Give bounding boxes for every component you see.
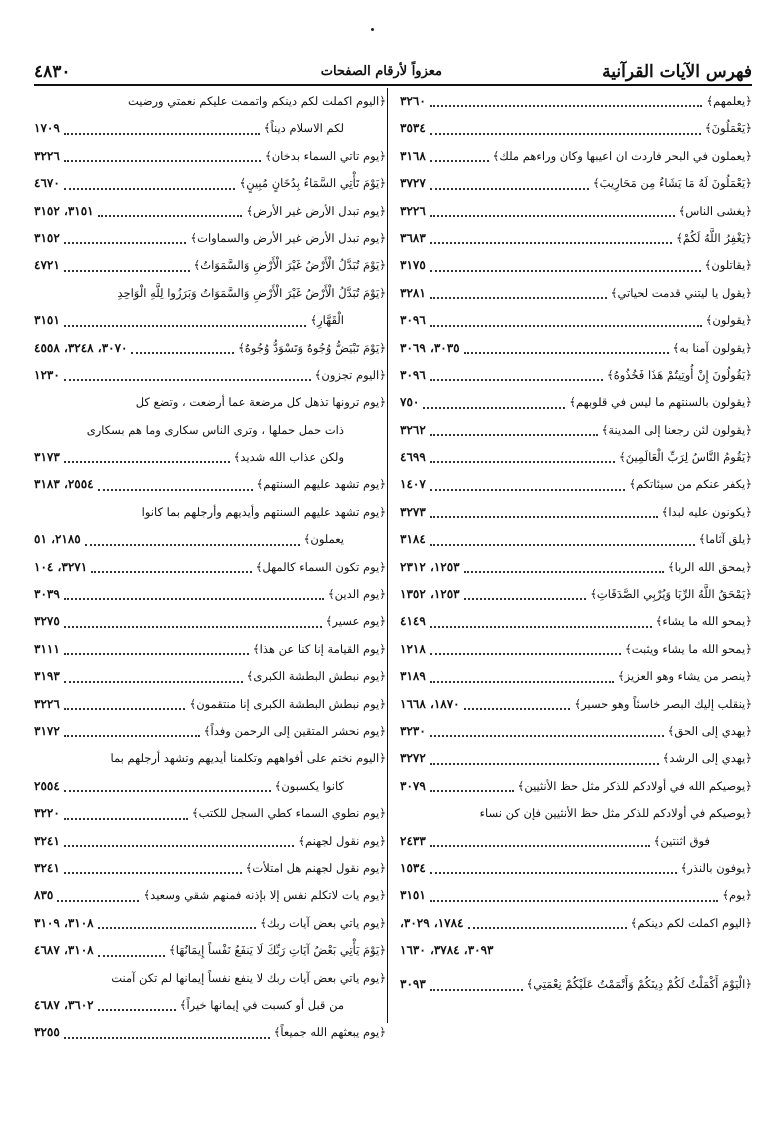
dot-leader bbox=[430, 132, 701, 135]
page-refs: ٣٢٧٥ bbox=[34, 614, 60, 629]
verse-text: ﴿يوم تشهد عليهم السنتهم﴾ bbox=[256, 477, 386, 492]
page-refs: ٣١٥٢ bbox=[34, 230, 60, 245]
dot-leader bbox=[98, 926, 257, 929]
page-refs: ٣٠٣٥، ٣٠٦٩ bbox=[400, 340, 460, 355]
dot-leader bbox=[64, 324, 307, 327]
index-entry bbox=[400, 417, 752, 444]
index-entry bbox=[34, 362, 386, 389]
page-refs: ٣٢٨١ bbox=[400, 285, 426, 300]
page-mark-dot bbox=[371, 28, 374, 31]
page-refs: ٣١٨٩ bbox=[400, 669, 426, 684]
page-refs: ١٢٥٣، ٢٣١٢ bbox=[400, 559, 460, 574]
dot-leader bbox=[430, 488, 626, 491]
dot-leader bbox=[64, 269, 190, 272]
dot-leader bbox=[464, 707, 571, 710]
page-refs: ٣٢٦٠ bbox=[400, 93, 426, 108]
page-refs: ١٨٧٠، ١٦٦٨ bbox=[400, 696, 460, 711]
index-entry bbox=[400, 115, 752, 142]
dot-leader bbox=[430, 680, 614, 683]
dot-leader bbox=[430, 214, 675, 217]
page-header bbox=[34, 60, 752, 86]
page-refs: ٣٢٧١، ١٠٤ bbox=[34, 559, 88, 574]
index-entry bbox=[34, 554, 386, 581]
page-number: ٤٨٣٠ bbox=[34, 62, 71, 82]
index-entry bbox=[400, 362, 752, 389]
index-entry bbox=[400, 965, 752, 999]
verse-text: ﴿يوم القيامة إنا كنا عن هذا﴾ bbox=[252, 641, 386, 656]
verse-text: ﴿يقولون﴾ bbox=[705, 313, 752, 328]
dot-leader bbox=[430, 159, 489, 162]
page-refs: ٣١٠٨، ٣١٠٩ bbox=[34, 915, 94, 930]
index-entry bbox=[34, 691, 386, 718]
index-entry bbox=[400, 143, 752, 170]
index-entry bbox=[34, 170, 386, 197]
page-refs-continued: ٣٠٩٣، ٣٧٨٤، ١٦٣٠ bbox=[400, 943, 494, 958]
verse-text: ﴿يَوْمَ يَأْتِي بَعْضُ آيَاتِ رَبِّكَ لَا يَنفَعُ نَفْساً إِيمَانُهَا﴾ bbox=[169, 943, 386, 958]
dot-leader bbox=[423, 406, 565, 409]
verse-text: ﴿يقول يا ليتني قدمت لحياتي﴾ bbox=[610, 285, 752, 300]
verse-text: ﴿اليوم اكملت لكم دينكم﴾ bbox=[630, 915, 752, 930]
page-refs: ٣٢٢٦ bbox=[34, 696, 60, 711]
page-refs: ٣٢٥٥ bbox=[34, 1025, 60, 1040]
index-entry bbox=[400, 389, 752, 416]
verse-text: ﴿يوصيكم الله في أولادكم للذكر مثل حظ الأنثيين﴾ bbox=[517, 778, 752, 793]
dot-leader bbox=[430, 762, 659, 765]
verse-text: من قبل أو كسبت في إيمانها خيراً﴾ bbox=[179, 997, 344, 1012]
dot-leader bbox=[64, 187, 236, 190]
verse-text-line: ﴿يوصيكم في أولادكم للذكر مثل حظ الأنثيين فإن كن نساء bbox=[479, 806, 752, 821]
page-refs: ٤١٤٩ bbox=[400, 614, 426, 629]
verse-text: لكم الاسلام ديناً﴾ bbox=[263, 121, 344, 136]
page-refs: ٣١٠٨، ٤٦٨٧ bbox=[34, 943, 94, 958]
dot-leader bbox=[430, 515, 658, 518]
dot-leader bbox=[464, 351, 669, 354]
verse-text: ﴿يوم نقول لجهنم﴾ bbox=[298, 833, 386, 848]
index-entry bbox=[34, 526, 386, 553]
verse-text: ﴿يقاتلون﴾ bbox=[704, 258, 752, 273]
index-entry bbox=[34, 335, 386, 362]
index-entry bbox=[400, 471, 752, 498]
dot-leader bbox=[464, 597, 587, 600]
verse-text: ﴿يَقُومُ النَّاسُ لِرَبِّ الْعَالَمِينَ﴾ bbox=[618, 450, 752, 465]
dot-leader bbox=[430, 543, 695, 546]
verse-text: ﴿يقولون لئن رجعنا إلى المدينة﴾ bbox=[601, 422, 752, 437]
dot-leader bbox=[64, 460, 230, 463]
dot-leader bbox=[64, 132, 260, 135]
dot-leader bbox=[98, 954, 165, 957]
page-refs: ٤٧٢١ bbox=[34, 258, 60, 273]
page-refs: ٣٠٩٦ bbox=[400, 367, 426, 382]
index-entry bbox=[34, 663, 386, 690]
verse-text: ﴿يوم الدين﴾ bbox=[327, 587, 386, 602]
verse-text: ﴿يهدي إلى الرشد﴾ bbox=[662, 751, 752, 766]
verse-text-line: ﴿اليوم اكملت لكم دينكم واتممت عليكم نعمتي ورضيت bbox=[127, 94, 386, 108]
index-entry bbox=[34, 1019, 386, 1046]
verse-text: ﴿يَعْمَلُونَ لَهُ مَا يَشَاءُ مِن مَحَارِيبَ﴾ bbox=[592, 176, 752, 191]
dot-leader bbox=[91, 570, 252, 573]
index-entry bbox=[400, 252, 752, 279]
page-refs: ٤٦٧٠ bbox=[34, 176, 60, 191]
verse-text: ﴿يوم تاتي السماء بدخان﴾ bbox=[264, 148, 386, 163]
page-refs: ٣١٥١ bbox=[400, 888, 426, 903]
verse-text: فوق اثنتين﴾ bbox=[653, 833, 710, 848]
page-refs: ٣٢٢٠ bbox=[34, 806, 60, 821]
page-refs: ٣١٧٢ bbox=[34, 723, 60, 738]
dot-leader bbox=[64, 378, 311, 381]
verse-text: ﴿اليوم تجزون﴾ bbox=[314, 367, 386, 382]
running-title: فهرس الآيات القرآنية bbox=[602, 62, 752, 82]
page-refs: ٣٧٢٧ bbox=[400, 176, 426, 191]
page-refs: ١٧٠٩ bbox=[34, 121, 60, 136]
verse-text: ﴿يكونون عليه لبدا﴾ bbox=[661, 504, 752, 519]
index-entry bbox=[400, 718, 752, 745]
page-refs: ٢٥٥٤، ٣١٨٣ bbox=[34, 477, 94, 492]
verse-text: ﴿يَعْمَلُونَ﴾ bbox=[704, 121, 752, 136]
page-refs: ١٥٣٤ bbox=[400, 860, 426, 875]
index-entry bbox=[34, 828, 386, 855]
page-refs: ٣٢٢٦ bbox=[400, 203, 426, 218]
page-refs: ٣٢٣٠ bbox=[400, 723, 426, 738]
verse-text: ﴿يوم ياتي بعض آيات ربك﴾ bbox=[260, 915, 386, 930]
dot-leader bbox=[430, 899, 718, 902]
verse-text: ﴿ينقلب إليك البصر خاسئاً وهو حسير﴾ bbox=[574, 696, 752, 711]
page-refs: ٣٠٩٣ bbox=[400, 977, 426, 992]
index-entry bbox=[400, 636, 752, 663]
verse-text-line: ﴿اليوم نختم على أفواههم وتكلمنا أيديهم وتشهد أرجلهم بما bbox=[110, 751, 386, 766]
page-refs: ٧٥٠ bbox=[400, 395, 420, 410]
verse-text: ﴿يَمْحَقُ اللَّهُ الرِّبَا وَيُرْبِي الصَّدَقَاتِ﴾ bbox=[590, 587, 752, 602]
index-entry bbox=[400, 663, 752, 690]
index-entry bbox=[34, 444, 386, 471]
index-entry bbox=[400, 88, 752, 115]
dot-leader bbox=[64, 789, 271, 792]
index-entry bbox=[400, 745, 752, 772]
index-entry bbox=[34, 773, 386, 800]
dot-leader bbox=[64, 597, 324, 600]
index-entry bbox=[400, 526, 752, 553]
verse-text-line: ﴿يوم ياتي بعض آيات ربك لا ينفع نفساً إيمانها لم تكن آمنت bbox=[111, 970, 386, 985]
page-refs: ١٢١٨ bbox=[400, 641, 426, 656]
dot-leader bbox=[430, 460, 615, 463]
page-refs: ٤٦٩٩ bbox=[400, 450, 426, 465]
verse-text: ولكن عذاب الله شديد﴾ bbox=[233, 450, 344, 465]
page-refs: ٨٣٥ bbox=[34, 888, 54, 903]
verse-text: ﴿يقولون بالسنتهم ما ليس في قلوبهم﴾ bbox=[569, 395, 752, 410]
verse-text: ﴿يعلمهم﴾ bbox=[706, 93, 752, 108]
dot-leader bbox=[57, 899, 139, 902]
index-entry bbox=[34, 910, 386, 937]
verse-text: ﴿يكفر عنكم من سيئاتكم﴾ bbox=[629, 477, 752, 492]
verse-text: ﴿يوم نطوي السماء كطي السجل للكتب﴾ bbox=[191, 806, 386, 821]
page-refs: ٣١٥١، ٣١٥٢ bbox=[34, 203, 94, 218]
verse-text: ﴿يوم تكون السماء كالمهل﴾ bbox=[255, 559, 386, 574]
verse-text: ﴿يوم﴾ bbox=[722, 888, 752, 903]
verse-text: يعملون﴾ bbox=[303, 532, 344, 547]
verse-text: ﴿يوم نبطش البطشة الكبرى إنا منتقمون﴾ bbox=[189, 696, 386, 711]
dot-leader bbox=[64, 871, 242, 874]
verse-text-line: ﴿يوم تشهد عليهم السنتهم وأيديهم وأرجلهم بما كانوا bbox=[141, 504, 386, 519]
index-entry bbox=[34, 882, 386, 909]
verse-text: ﴿يَغْفِرُ اللَّهُ لَكُمْ﴾ bbox=[676, 230, 752, 245]
verse-text: ﴿يمحو الله ما يشاء ويثبت﴾ bbox=[624, 641, 752, 656]
page-refs: ٣١١١ bbox=[34, 641, 60, 656]
verse-text: ﴿يوم يبعثهم الله جميعاً﴾ bbox=[273, 1025, 386, 1040]
verse-text-line: ﴿يَوْمَ تُبَدَّلُ الْأَرْضُ غَيْرَ الْأَرْضِ وَالسَّمَوَاتُ وَبَرَزُوا لِلَّهِ الْوَاحِدِ bbox=[117, 285, 386, 300]
dot-leader bbox=[64, 707, 186, 710]
dot-leader bbox=[430, 871, 677, 874]
page-refs: ٣٠٧٩ bbox=[400, 778, 426, 793]
dot-leader bbox=[430, 652, 621, 655]
dot-leader bbox=[98, 1008, 176, 1011]
verse-text: ﴿الْيَوْمَ أَكْمَلْتُ لَكُمْ دِينَكُمْ وَأَتْمَمْتُ عَلَيْكُمْ نِعْمَتِي﴾ bbox=[526, 977, 752, 992]
verse-text: ﴿يوم عسير﴾ bbox=[325, 614, 386, 629]
verse-text: ﴿يعملون في البحر فاردت ان اعيبها وكان وراءهم ملك﴾ bbox=[492, 148, 752, 163]
page-refs: ٣١٩٣ bbox=[34, 669, 60, 684]
dot-leader bbox=[64, 159, 261, 162]
index-entry bbox=[34, 718, 386, 745]
verse-text: ﴿يَوْمَ تَأْتِي السَّمَاءُ بِدُخَانٍ مُبِينٍ﴾ bbox=[239, 176, 386, 191]
page-refs: ٣٢٤١ bbox=[34, 833, 60, 848]
index-column-left bbox=[34, 88, 386, 1047]
page-refs: ٣٠٩٦ bbox=[400, 313, 426, 328]
page-refs: ٢١٨٥، ٥١ bbox=[34, 532, 81, 547]
index-entry bbox=[34, 992, 386, 1019]
verse-text: ﴿يمحق الله الربا﴾ bbox=[667, 559, 752, 574]
index-entry bbox=[34, 198, 386, 225]
verse-text-line: ذات حمل حملها ، وترى الناس سكارى وما هم بسكارى bbox=[86, 422, 344, 437]
index-entry bbox=[400, 608, 752, 635]
dot-leader bbox=[430, 324, 702, 327]
dot-leader bbox=[430, 241, 672, 244]
index-entry bbox=[400, 198, 752, 225]
dot-leader bbox=[64, 1036, 270, 1039]
dot-leader bbox=[131, 351, 234, 354]
dot-leader bbox=[64, 652, 249, 655]
dot-leader bbox=[98, 214, 243, 217]
page-refs: ٣٠٧٠، ٣٢٤٨، ٤٥٥٨ bbox=[34, 340, 128, 355]
index-entry bbox=[34, 225, 386, 252]
verse-text: ﴿يوم تبدل الأرض غير الأرض﴾ bbox=[246, 203, 386, 218]
page-refs: ٣١٥١ bbox=[34, 313, 60, 328]
page-refs: ٣٠٣٩ bbox=[34, 587, 60, 602]
dot-leader bbox=[430, 378, 603, 381]
page-refs: ٢٤٣٣ bbox=[400, 833, 426, 848]
page-refs: ٢٥٥٤ bbox=[34, 778, 60, 793]
page-refs: ١٢٥٣، ١٣٥٢ bbox=[400, 587, 460, 602]
verse-text: ﴿يهدي إلى الحق﴾ bbox=[667, 723, 752, 738]
index-entry bbox=[400, 910, 752, 937]
dot-leader bbox=[430, 789, 514, 792]
index-entry bbox=[34, 471, 386, 498]
index-entry bbox=[400, 554, 752, 581]
index-entry bbox=[34, 636, 386, 663]
index-entry bbox=[34, 855, 386, 882]
page-refs: ٣١٨٤ bbox=[400, 532, 426, 547]
verse-text: ﴿يوم تبدل الأرض غير الأرض والسماوات﴾ bbox=[190, 230, 386, 245]
dot-leader bbox=[430, 296, 607, 299]
page-refs: ٣٢٦٢ bbox=[400, 422, 426, 437]
page-refs: ٣١٦٨ bbox=[400, 148, 426, 163]
index-entry bbox=[400, 855, 752, 882]
page-refs: ٣٢٢٦ bbox=[34, 148, 60, 163]
verse-text: ﴿يقولون آمنا به﴾ bbox=[672, 340, 752, 355]
dot-leader bbox=[64, 625, 322, 628]
dot-leader bbox=[64, 680, 243, 683]
index-entry bbox=[400, 499, 752, 526]
dot-leader bbox=[430, 269, 701, 272]
index-entry bbox=[400, 225, 752, 252]
index-entry bbox=[34, 937, 386, 964]
verse-text: ﴿يمحو الله ما يشاء﴾ bbox=[655, 614, 752, 629]
verse-text: الْقَهَّارِ﴾ bbox=[310, 313, 344, 328]
index-column-right bbox=[400, 88, 752, 999]
index-entry bbox=[34, 115, 386, 142]
dot-leader bbox=[64, 817, 188, 820]
index-entry bbox=[34, 143, 386, 170]
dot-leader bbox=[430, 187, 589, 190]
index-entry bbox=[34, 800, 386, 827]
dot-leader bbox=[64, 241, 187, 244]
index-entry bbox=[34, 307, 386, 334]
page-refs: ٣٢٤١ bbox=[34, 860, 60, 875]
page-refs: ٣٦٠٢، ٤٦٨٧ bbox=[34, 997, 94, 1012]
dot-leader bbox=[468, 926, 627, 929]
dot-leader bbox=[98, 488, 253, 491]
index-entry bbox=[400, 280, 752, 307]
header-rule bbox=[34, 84, 752, 86]
index-entry bbox=[400, 581, 752, 608]
index-entry bbox=[400, 691, 752, 718]
page-refs: ١٢٣٠ bbox=[34, 367, 60, 382]
dot-leader bbox=[430, 988, 523, 991]
dot-leader bbox=[430, 104, 703, 107]
verse-text: ﴿يَوْمَ تَبْيَضُّ وُجُوهٌ وَتَسْوَدُّ وُجُوهٌ﴾ bbox=[238, 340, 386, 355]
dot-leader bbox=[464, 570, 664, 573]
page-refs: ٣٢٧٣ bbox=[400, 504, 426, 519]
index-entry bbox=[400, 170, 752, 197]
index-entry bbox=[400, 882, 752, 909]
running-subtitle: معزواً لأرقام الصفحات bbox=[320, 64, 442, 79]
dot-leader bbox=[85, 543, 300, 546]
page-refs: ٣٦٨٣ bbox=[400, 230, 426, 245]
column-divider bbox=[387, 88, 388, 1023]
index-entry bbox=[34, 252, 386, 279]
verse-text: ﴿يوم نحشر المتقين إلى الرحمن وفداً﴾ bbox=[203, 723, 386, 738]
dot-leader bbox=[64, 844, 295, 847]
page-refs: ٣١٧٥ bbox=[400, 258, 426, 273]
verse-text: كانوا يكسبون﴾ bbox=[274, 778, 344, 793]
verse-text: ﴿يلق آثاما﴾ bbox=[698, 532, 752, 547]
page-refs: ٣٥٣٤ bbox=[400, 121, 426, 136]
index-entry bbox=[400, 307, 752, 334]
verse-text: ﴿يوفون بالنذر﴾ bbox=[680, 860, 752, 875]
index-entry bbox=[34, 608, 386, 635]
verse-text: ﴿يوم نبطش البطشة الكبرى﴾ bbox=[246, 669, 386, 684]
verse-text-line: ﴿يوم ترونها تذهل كل مرضعة عما أرضعت ، وتضع كل bbox=[135, 395, 386, 410]
dot-leader bbox=[430, 734, 664, 737]
index-entry bbox=[400, 444, 752, 471]
verse-text: ﴿يوم يات لاتكلم نفس إلا بإذنه فمنهم شقي وسعيد﴾ bbox=[143, 888, 386, 903]
verse-text: ﴿ينصر من يشاء وهو العزيز﴾ bbox=[617, 669, 752, 684]
index-entry bbox=[400, 828, 752, 855]
verse-text: ﴿يغشى الناس﴾ bbox=[678, 203, 752, 218]
verse-text: ﴿يَقُولُونَ إِنْ أُوتِيتُمْ هَذَا فَخُذُوهُ﴾ bbox=[607, 367, 752, 382]
dot-leader bbox=[430, 844, 650, 847]
dot-leader bbox=[430, 433, 598, 436]
index-entry bbox=[400, 773, 752, 800]
page-refs: ١٧٨٤، ٣٠٢٩، bbox=[400, 915, 464, 930]
index-entry bbox=[400, 335, 752, 362]
page-refs: ٣١٧٣ bbox=[34, 450, 60, 465]
verse-text: ﴿يَوْمَ تُبَدَّلُ الْأَرْضُ غَيْرَ الْأَرْضِ وَالسَّمَوَاتُ﴾ bbox=[193, 258, 386, 273]
page-refs: ٣٢٧٢ bbox=[400, 751, 426, 766]
dot-leader bbox=[430, 625, 652, 628]
page-refs: ١٤٠٧ bbox=[400, 477, 426, 492]
dot-leader bbox=[64, 734, 200, 737]
verse-text: ﴿يوم نقول لجهنم هل امتلأت﴾ bbox=[245, 860, 386, 875]
index-entry bbox=[34, 581, 386, 608]
